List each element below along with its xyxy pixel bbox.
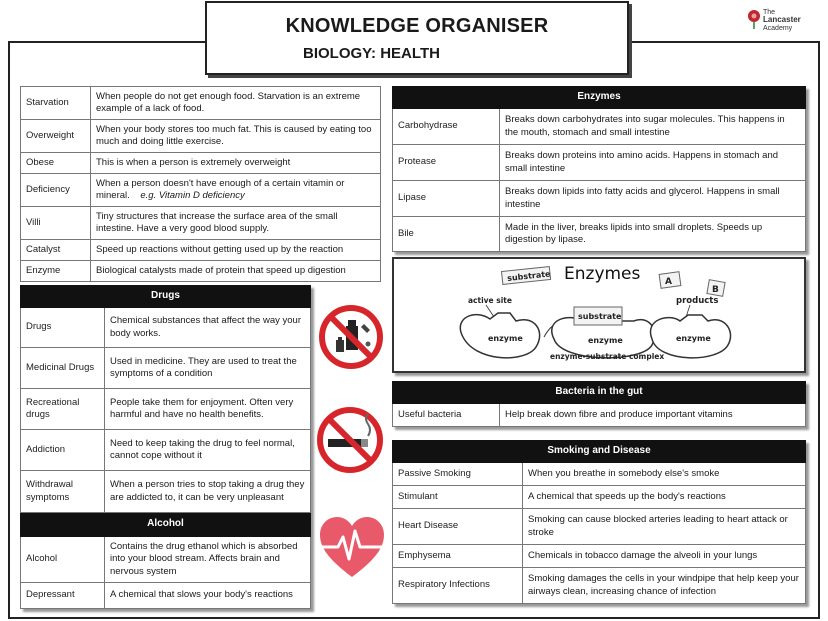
title-box bbox=[205, 1, 629, 75]
term-cell: Catalyst bbox=[21, 240, 91, 261]
table-row bbox=[21, 153, 381, 174]
substrate-label-2: substrate bbox=[578, 312, 622, 321]
term-cell: Bile bbox=[393, 217, 500, 252]
term-cell: Drugs bbox=[21, 308, 105, 348]
table-row bbox=[21, 87, 381, 120]
bacteria-header bbox=[393, 382, 806, 404]
table-row bbox=[21, 308, 311, 348]
drugs-header bbox=[21, 286, 311, 308]
table-row bbox=[21, 430, 311, 471]
section-heading: Smoking and Disease bbox=[393, 441, 806, 463]
bacteria-table bbox=[392, 381, 806, 427]
term-cell: Lipase bbox=[393, 181, 500, 217]
table-row bbox=[21, 348, 311, 389]
definition-cell: Breaks down proteins into amino acids. Happens in stomach and small intestine bbox=[500, 145, 806, 181]
product-b-label: B bbox=[712, 285, 719, 295]
definition-example: e.g. Vitamin D deficiency bbox=[140, 190, 245, 201]
term-cell: Enzyme bbox=[21, 261, 91, 282]
definition-cell: Chemical substances that affect the way your body works. bbox=[105, 308, 311, 348]
definition-cell: Made in the liver, breaks lipids into small droplets. Speeds up digestion by lipase. bbox=[500, 217, 806, 252]
table-row bbox=[393, 545, 806, 568]
no-smoking-icon bbox=[316, 406, 384, 474]
definition-cell: When people do not get enough food. Starvation is an extreme example of a lack of food. bbox=[91, 87, 381, 120]
definition-cell: Chemicals in tobacco damage the alveoli in your lungs bbox=[523, 545, 806, 568]
term-cell: Useful bacteria bbox=[393, 404, 500, 427]
products-label: products bbox=[676, 296, 719, 306]
table-row bbox=[393, 486, 806, 509]
term-cell: Obese bbox=[21, 153, 91, 174]
enzymes-table bbox=[392, 86, 806, 252]
definition-cell: Need to keep taking the drug to feel normal, cannot cope without it bbox=[105, 430, 311, 471]
active-site-pointer bbox=[486, 305, 494, 317]
definition-cell bbox=[91, 174, 381, 207]
table-row bbox=[21, 471, 311, 513]
definition-cell: A chemical that speeds up the body's reactions bbox=[523, 486, 806, 509]
rose-logo-icon bbox=[745, 8, 763, 30]
active-site-label: active site bbox=[468, 296, 512, 305]
term-cell: Starvation bbox=[21, 87, 91, 120]
heart-beat-icon bbox=[318, 515, 386, 581]
term-cell: Emphysema bbox=[393, 545, 523, 568]
definition-cell: Breaks down lipids into fatty acids and glycerol. Happens in small intestine bbox=[500, 181, 806, 217]
table-row bbox=[21, 583, 311, 609]
definition-cell: Help break down fibre and produce important vitamins bbox=[500, 404, 806, 427]
diagram-title: Enzymes bbox=[564, 264, 641, 284]
definition-cell: Speed up reactions without getting used up by the reaction bbox=[91, 240, 381, 261]
logo-line-3: Academy bbox=[763, 25, 793, 32]
term-cell: Stimulant bbox=[393, 486, 523, 509]
term-cell: Withdrawal symptoms bbox=[21, 471, 105, 513]
definition-cell: Tiny structures that increase the surface area of the small intestine. Have a very good blood supply. bbox=[91, 207, 381, 240]
definition-cell: Biological catalysts made of protein that speed up digestion bbox=[91, 261, 381, 282]
term-cell: Heart Disease bbox=[393, 509, 523, 545]
smoking-table bbox=[392, 440, 806, 604]
table-row bbox=[393, 568, 806, 604]
page-title: KNOWLEDGE ORGANISER bbox=[285, 15, 549, 37]
logo-line-1: The bbox=[763, 9, 776, 16]
section-heading: Alcohol bbox=[21, 513, 311, 537]
substrate-label: substrate bbox=[506, 269, 551, 283]
section-heading: Bacteria in the gut bbox=[393, 382, 806, 404]
enzymes-header bbox=[393, 87, 806, 109]
complex-label: enzyme-substrate complex bbox=[550, 352, 665, 361]
table-row bbox=[21, 120, 381, 153]
table-row bbox=[393, 145, 806, 181]
definition-cell: Used in medicine. They are used to treat the symptoms of a condition bbox=[105, 348, 311, 389]
enzyme-label-2: enzyme bbox=[588, 336, 623, 345]
table-row bbox=[21, 261, 381, 282]
table-row bbox=[21, 240, 381, 261]
table-row bbox=[21, 207, 381, 240]
table-row bbox=[393, 509, 806, 545]
term-cell: Depressant bbox=[21, 583, 105, 609]
definition-text: When a person doesn't have enough of a certain vitamin or mineral. bbox=[96, 177, 345, 201]
table-row bbox=[393, 404, 806, 427]
no-drugs-alcohol-icon bbox=[318, 304, 384, 370]
logo-line-2: Lancaster bbox=[763, 15, 801, 24]
term-cell: Recreational drugs bbox=[21, 389, 105, 430]
definition-cell: Smoking can cause blocked arteries leading to heart attack or stroke bbox=[523, 509, 806, 545]
table-row bbox=[393, 181, 806, 217]
term-cell: Protease bbox=[393, 145, 500, 181]
section-heading: Drugs bbox=[21, 286, 311, 308]
table-row bbox=[393, 463, 806, 486]
definition-cell: When a person tries to stop taking a drug they are addicted to, it can be very unpleasant bbox=[105, 471, 311, 513]
term-cell: Deficiency bbox=[21, 174, 91, 207]
table-row bbox=[393, 109, 806, 145]
section-heading: Enzymes bbox=[393, 87, 806, 109]
term-cell: Carbohydrase bbox=[393, 109, 500, 145]
term-cell: Overweight bbox=[21, 120, 91, 153]
alcohol-header bbox=[21, 513, 311, 537]
definition-cell: Breaks down carbohydrates into sugar molecules. This happens in the mouth, stomach and small intestine bbox=[500, 109, 806, 145]
table-row bbox=[393, 217, 806, 252]
enzyme-label: enzyme bbox=[488, 334, 523, 343]
definitions-table bbox=[20, 86, 381, 282]
school-logo bbox=[745, 6, 825, 34]
definition-cell: Contains the drug ethanol which is absorbed into your blood stream. Affects brain and nervous system bbox=[105, 537, 311, 583]
enzyme-diagram bbox=[392, 257, 806, 373]
term-cell: Passive Smoking bbox=[393, 463, 523, 486]
product-a-label: A bbox=[665, 277, 672, 287]
definition-cell: When you breathe in somebody else's smoke bbox=[523, 463, 806, 486]
term-cell: Alcohol bbox=[21, 537, 105, 583]
definition-cell: When your body stores too much fat. This is caused by eating too much and doing little exercise. bbox=[91, 120, 381, 153]
page-subtitle: BIOLOGY: HEALTH bbox=[303, 45, 440, 62]
definition-cell: People take them for enjoyment. Often very harmful and have no health benefits. bbox=[105, 389, 311, 430]
smoking-header bbox=[393, 441, 806, 463]
table-row bbox=[21, 537, 311, 583]
definition-cell: This is when a person is extremely overweight bbox=[91, 153, 381, 174]
definition-cell: Smoking damages the cells in your windpipe that help keep your airways clean, increasing chance of infection bbox=[523, 568, 806, 604]
enzyme-label-3: enzyme bbox=[676, 334, 711, 343]
term-cell: Addiction bbox=[21, 430, 105, 471]
term-cell: Medicinal Drugs bbox=[21, 348, 105, 389]
table-row bbox=[21, 174, 381, 207]
table-row bbox=[21, 389, 311, 430]
drugs-table bbox=[20, 285, 311, 609]
definition-cell: A chemical that slows your body's reactions bbox=[105, 583, 311, 609]
term-cell: Respiratory Infections bbox=[393, 568, 523, 604]
term-cell: Villi bbox=[21, 207, 91, 240]
